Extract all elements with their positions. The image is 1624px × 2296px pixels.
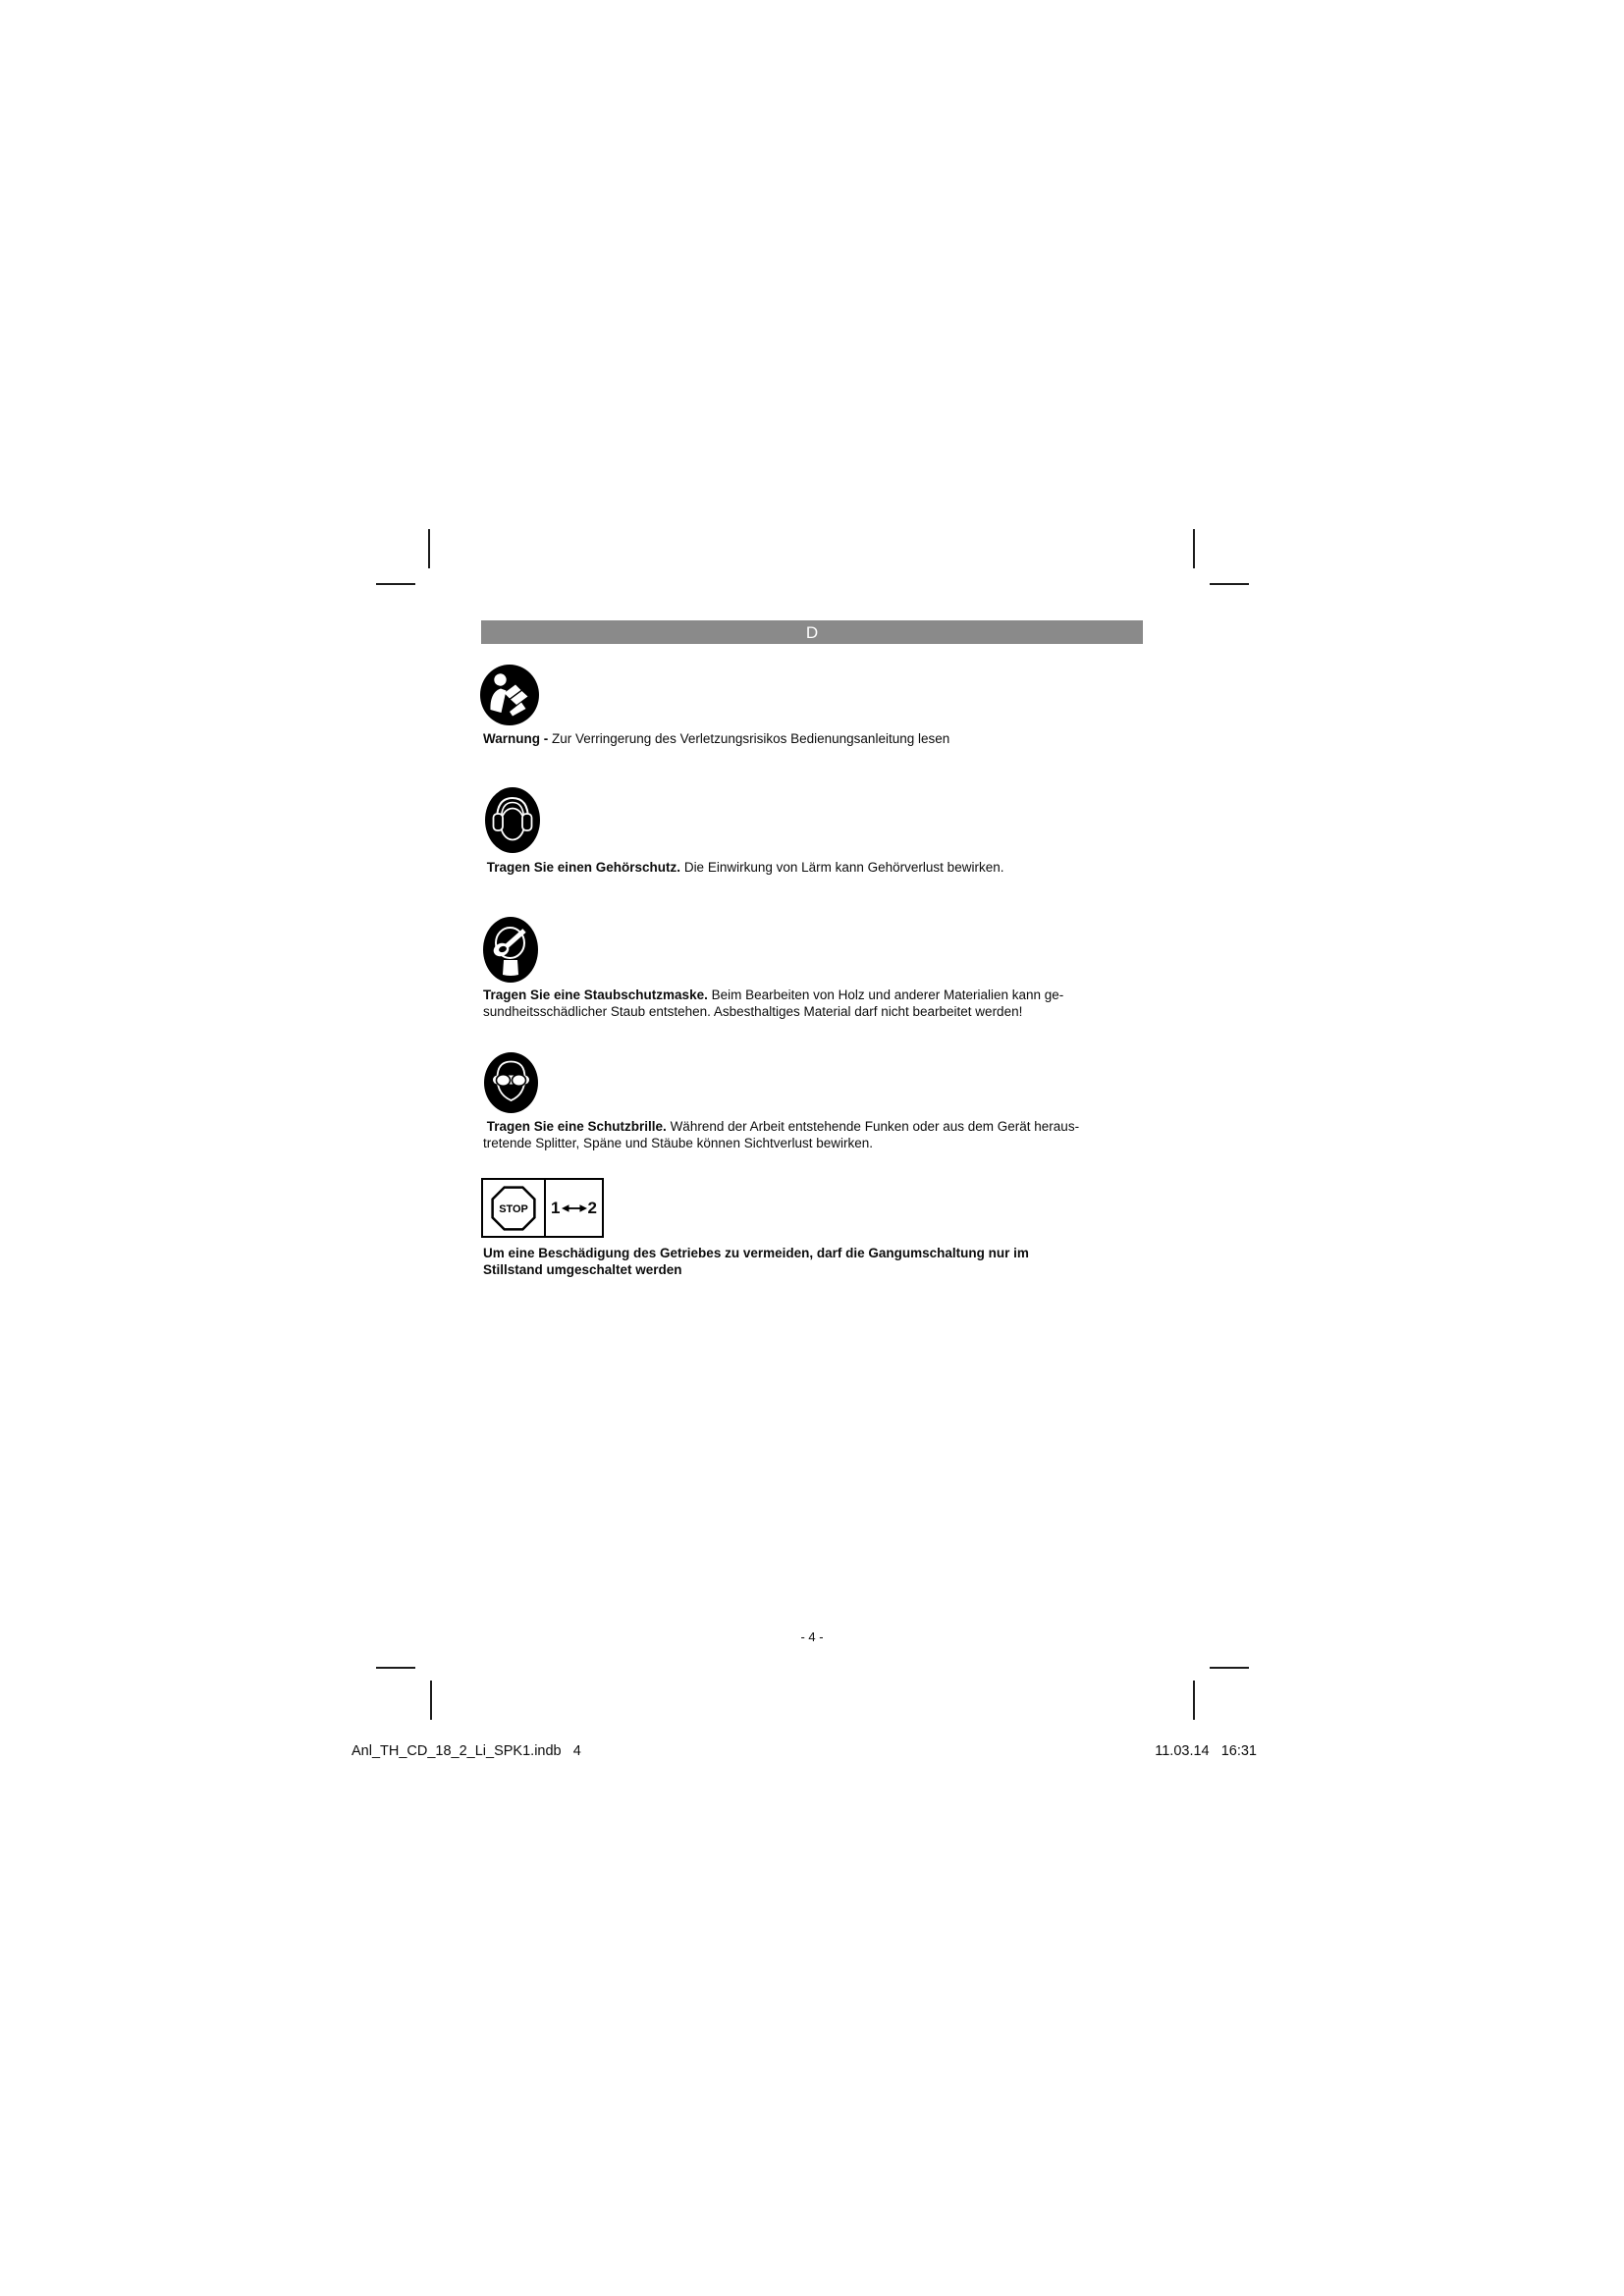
read-manual-icon: [480, 665, 539, 725]
caption-line: Tragen Sie einen Gehörschutz. Die Einwirkung von Lärm kann Gehörverlust bewirken.: [483, 860, 1004, 875]
crop-mark-top-left-horizontal: [376, 583, 415, 585]
double-arrow-icon: [562, 1203, 587, 1213]
crop-mark-top-right-horizontal: [1210, 583, 1249, 585]
crop-mark-bottom-right-horizontal: [1210, 1667, 1249, 1669]
ear-protection-icon: [485, 787, 540, 853]
stop-octagon-cell: [483, 1180, 546, 1236]
safety-goggles-caption: [483, 1118, 1170, 1151]
footer-filename: Anl_TH_CD_18_2_Li_SPK1.indb 4: [352, 1743, 581, 1759]
gear-change-caption: [483, 1245, 1170, 1278]
gear-1-2-cell: [546, 1180, 602, 1236]
stop-octagon: [490, 1185, 537, 1232]
caption-line: tretende Splitter, Späne und Stäube können Sichtverlust bewirken.: [483, 1136, 874, 1150]
gear-to: 2: [587, 1198, 597, 1217]
language-header-bar: [481, 620, 1143, 644]
caption-line: Tragen Sie eine Schutzbrille. Während der Arbeit entstehende Funken oder aus dem Gerät heraus-: [483, 1119, 1080, 1134]
caption-line: Warnung - Zur Verringerung des Verletzungsrisikos Bedienungsanleitung lesen: [483, 731, 950, 746]
crop-mark-bottom-right-vertical: [1193, 1681, 1195, 1720]
dust-mask-icon: [483, 917, 538, 983]
gear-change-stop-icon: [481, 1178, 604, 1238]
stop-label: STOP: [499, 1202, 528, 1215]
crop-mark-top-right-vertical: [1193, 529, 1195, 568]
ear-protection-caption: [483, 859, 1170, 876]
caption-line: Stillstand umgeschaltet werden: [483, 1262, 682, 1277]
safety-goggles-icon: [484, 1052, 538, 1113]
language-label: D: [805, 622, 819, 642]
crop-mark-bottom-left-horizontal: [376, 1667, 415, 1669]
crop-mark-bottom-left-vertical: [430, 1681, 432, 1720]
footer-timestamp: 11.03.14 16:31: [1155, 1743, 1257, 1759]
caption-line: Um eine Beschädigung des Getriebes zu vermeiden, darf die Gangumschaltung nur im: [483, 1246, 1029, 1260]
gear-from: 1: [551, 1198, 561, 1217]
warning-caption: [483, 730, 1170, 747]
caption-line: Tragen Sie eine Staubschutzmaske. Beim Bearbeiten von Holz und anderer Materialien kann ge-: [483, 988, 1064, 1002]
crop-mark-top-left-vertical: [428, 529, 430, 568]
caption-line: sundheitsschädlicher Staub entstehen. Asbesthaltiges Material darf nicht bearbeitet werden!: [483, 1004, 1023, 1019]
page-number: - 4 -: [800, 1629, 824, 1644]
dust-mask-caption: [483, 987, 1170, 1020]
